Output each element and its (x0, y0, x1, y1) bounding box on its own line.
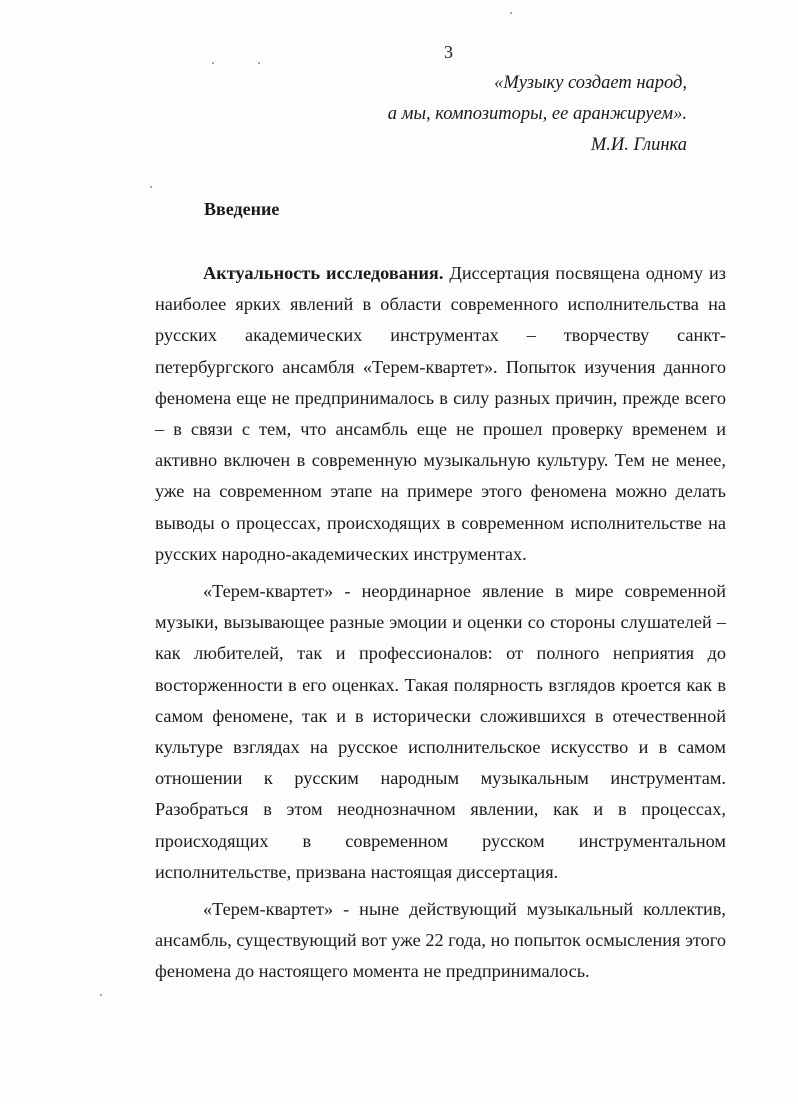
page-number: 3 (444, 42, 453, 62)
epigraph (388, 68, 687, 161)
body-text (155, 258, 726, 994)
scan-speck (100, 994, 102, 996)
scan-speck (510, 12, 512, 14)
epigraph-line: а мы, композиторы, ее аранжируем». (387, 104, 687, 124)
epigraph-author: М.И. Глинка (590, 135, 687, 155)
scan-speck (150, 186, 152, 188)
paragraph: «Терем-квартет» - неординарное явление в мире современной музыки, вызывающее разные эмоции и оценки со стороны слушателей – как любителей, так и профессионалов: от полного неприятия до восторженности в его оценках. Такая полярность взглядов кроется как в самом феномене, так и в исторически сложившихся в отечественной культуре взглядах на русское исполнительское искусство и в самом отношении к русским народным музыкальным инструментам. Разобраться в этом неоднозначном явлении, как и в процессах, происходящих в современном русском инструментальном исполнительстве, призвана настоящая диссертация. (155, 581, 726, 882)
paragraph-text: Диссертация посвящена одному из наиболее ярких явлений в области современного исполнительства на русских академических инструментах – творчеству санкт-петербургского ансамбля «Терем-квартет». Попыток изучения данного феномена еще не предпринималось в силу разных причин, прежде всего – в связи с тем, что ансамбль еще не прошел проверку временем и активно включен в современную музыкальную культуру. Тем не менее, уже на современном этапе на примере этого феномена можно делать выводы о процессах, происходящих в современном исполнительстве на русских народно-академических инструментах. (155, 263, 727, 564)
paragraph (155, 258, 726, 570)
epigraph-line: «Музыку создает народ, (494, 73, 687, 93)
section-heading: Введение (204, 199, 280, 219)
scan-speck (258, 62, 260, 64)
paragraph: «Терем-квартет» - ныне действующий музыкальный коллектив, ансамбль, существующий вот уже 22 года, но попыток осмысления этого феномена до настоящего момента не предпринималось. (155, 899, 726, 982)
scan-speck (212, 62, 214, 64)
paragraph-lead: Актуальность исследования. (203, 263, 444, 283)
